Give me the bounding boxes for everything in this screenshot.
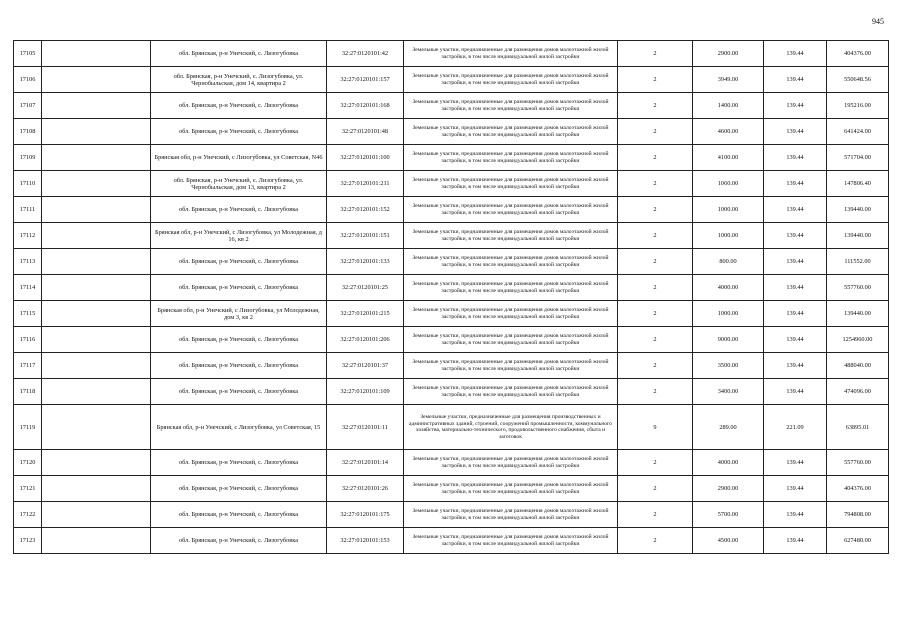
cadastral-value-cell: 404376.00 [827,41,889,67]
cadastral-number-cell: 32:27:0120101:37 [327,353,404,379]
table-row [14,145,889,171]
cadastral-number-cell: 32:27:0120101:157 [327,67,404,93]
cadastral-value-cell: 641424.00 [827,119,889,145]
address-cell: обл. Брянская, р-н Унечский, с. Лизогубовка [151,249,327,275]
table-row [14,197,889,223]
row-number-cell: 17121 [14,476,42,502]
table-row [14,119,889,145]
cadastral-number-cell: 32:27:0120101:26 [327,476,404,502]
area-cell: 5700.00 [693,502,764,528]
table-row [14,476,889,502]
specific-value-cell: 139.44 [764,197,827,223]
address-cell: обл. Брянская, р-н Унечский, с. Лизогубовка, ул. Чернобыльская, дом 14, квартира 2 [151,67,327,93]
cadastral-value-table [13,40,889,554]
specific-value-cell: 139.44 [764,502,827,528]
table-row [14,223,889,249]
table-row [14,249,889,275]
cadastral-number-cell: 32:27:0120101:206 [327,327,404,353]
cadastral-number-cell: 32:27:0120101:211 [327,171,404,197]
row-number-cell: 17115 [14,301,42,327]
area-cell: 1400.00 [693,93,764,119]
area-cell: 2900.00 [693,41,764,67]
land-purpose-cell: Земельные участки, предназначенные для размещения домов малоэтажной жилой застройки, в том числе индивидуальной жилой застройки [404,450,618,476]
specific-value-cell: 139.44 [764,275,827,301]
group-code-cell: 2 [618,67,693,93]
specific-value-cell: 139.44 [764,67,827,93]
table-body [14,41,889,554]
row-number-cell: 17108 [14,119,42,145]
area-cell: 289.00 [693,405,764,450]
group-code-cell: 2 [618,301,693,327]
empty-cell [42,223,151,249]
specific-value-cell: 139.44 [764,327,827,353]
cadastral-value-cell: 794808.00 [827,502,889,528]
area-cell: 3500.00 [693,353,764,379]
empty-cell [42,249,151,275]
cadastral-number-cell: 32:27:0120101:151 [327,223,404,249]
address-cell: Брянская обл, р-н Унечский, с Лизогубовка, ул Молодежная, дом 3, кв 2 [151,301,327,327]
cadastral-value-cell: 550648.56 [827,67,889,93]
group-code-cell: 2 [618,476,693,502]
land-purpose-cell: Земельные участки, предназначенные для размещения домов малоэтажной жилой застройки, в том числе индивидуальной жилой застройки [404,93,618,119]
group-code-cell: 2 [618,223,693,249]
row-number-cell: 17113 [14,249,42,275]
cadastral-number-cell: 32:27:0120101:168 [327,93,404,119]
land-purpose-cell: Земельные участки, предназначенные для размещения домов малоэтажной жилой застройки, в том числе индивидуальной жилой застройки [404,502,618,528]
land-purpose-cell: Земельные участки, предназначенные для размещения домов малоэтажной жилой застройки, в том числе индивидуальной жилой застройки [404,528,618,554]
table-row [14,93,889,119]
land-purpose-cell: Земельные участки, предназначенные для размещения домов малоэтажной жилой застройки, в том числе индивидуальной жилой застройки [404,67,618,93]
empty-cell [42,379,151,405]
table-row [14,450,889,476]
area-cell: 4100.00 [693,145,764,171]
land-purpose-cell: Земельные участки, предназначенные для размещения домов малоэтажной жилой застройки, в том числе индивидуальной жилой застройки [404,171,618,197]
cadastral-number-cell: 32:27:0120101:11 [327,405,404,450]
group-code-cell: 2 [618,327,693,353]
address-cell: обл. Брянская, р-н Унечский, с. Лизогубовка [151,275,327,301]
cadastral-number-cell: 32:27:0120101:133 [327,249,404,275]
land-purpose-cell: Земельные участки, предназначенные для размещения домов малоэтажной жилой застройки, в том числе индивидуальной жилой застройки [404,476,618,502]
table-row [14,67,889,93]
row-number-cell: 17109 [14,145,42,171]
address-cell: обл. Брянская, р-н Унечский, с. Лизогубовка [151,502,327,528]
table-row [14,275,889,301]
row-number-cell: 17120 [14,450,42,476]
table-row [14,502,889,528]
row-number-cell: 17105 [14,41,42,67]
area-cell: 3949.00 [693,67,764,93]
specific-value-cell: 139.44 [764,528,827,554]
cadastral-value-cell: 488040.00 [827,353,889,379]
area-cell: 4500.00 [693,528,764,554]
cadastral-value-cell: 557760.00 [827,450,889,476]
cadastral-value-cell: 139440.00 [827,223,889,249]
empty-cell [42,405,151,450]
area-cell: 4000.00 [693,275,764,301]
land-purpose-cell: Земельные участки, предназначенные для размещения домов малоэтажной жилой застройки, в том числе индивидуальной жилой застройки [404,145,618,171]
empty-cell [42,301,151,327]
cadastral-number-cell: 32:27:0120101:153 [327,528,404,554]
area-cell: 1000.00 [693,197,764,223]
empty-cell [42,41,151,67]
land-purpose-cell: Земельные участки, предназначенные для размещения домов малоэтажной жилой застройки, в том числе индивидуальной жилой застройки [404,41,618,67]
land-purpose-cell: Земельные участки, предназначенные для размещения производственных и административных зданий, строений, сооружений промышленности, коммунального хозяйства, материально-технического, продовольственного снабжения, сбыта и заготовок [404,405,618,450]
cadastral-value-cell: 557760.00 [827,275,889,301]
specific-value-cell: 139.44 [764,41,827,67]
table-row [14,379,889,405]
land-purpose-cell: Земельные участки, предназначенные для размещения домов малоэтажной жилой застройки, в том числе индивидуальной жилой застройки [404,249,618,275]
group-code-cell: 2 [618,249,693,275]
address-cell: обл. Брянская, р-н Унечский, с. Лизогубовка [151,476,327,502]
cadastral-number-cell: 32:27:0120101:109 [327,379,404,405]
specific-value-cell: 139.44 [764,353,827,379]
cadastral-value-cell: 195216.00 [827,93,889,119]
specific-value-cell: 139.44 [764,301,827,327]
cadastral-number-cell: 32:27:0120101:152 [327,197,404,223]
land-purpose-cell: Земельные участки, предназначенные для размещения домов малоэтажной жилой застройки, в том числе индивидуальной жилой застройки [404,301,618,327]
row-number-cell: 17119 [14,405,42,450]
table-row [14,405,889,450]
empty-cell [42,145,151,171]
table-row [14,301,889,327]
cadastral-number-cell: 32:27:0120101:175 [327,502,404,528]
land-purpose-cell: Земельные участки, предназначенные для размещения домов малоэтажной жилой застройки, в том числе индивидуальной жилой застройки [404,327,618,353]
page-number: 945 [872,17,884,26]
empty-cell [42,93,151,119]
empty-cell [42,197,151,223]
specific-value-cell: 139.44 [764,476,827,502]
empty-cell [42,171,151,197]
row-number-cell: 17122 [14,502,42,528]
group-code-cell: 2 [618,41,693,67]
cadastral-number-cell: 32:27:0120101:215 [327,301,404,327]
specific-value-cell: 139.44 [764,93,827,119]
cadastral-number-cell: 32:27:0120101:14 [327,450,404,476]
cadastral-value-cell: 139440.00 [827,301,889,327]
group-code-cell: 2 [618,379,693,405]
empty-cell [42,327,151,353]
address-cell: обл. Брянская, р-н Унечский, с. Лизогубовка [151,528,327,554]
land-purpose-cell: Земельные участки, предназначенные для размещения домов малоэтажной жилой застройки, в том числе индивидуальной жилой застройки [404,353,618,379]
group-code-cell: 2 [618,145,693,171]
cadastral-value-cell: 627480.00 [827,528,889,554]
row-number-cell: 17106 [14,67,42,93]
row-number-cell: 17110 [14,171,42,197]
specific-value-cell: 139.44 [764,171,827,197]
address-cell: обл. Брянская, р-н Унечский, с. Лизогубовка [151,450,327,476]
group-code-cell: 2 [618,353,693,379]
address-cell: Брянская обл, р-н Унечский, с Лизогубовка, ул Советская, 15 [151,405,327,450]
cadastral-value-cell: 111552.00 [827,249,889,275]
address-cell: обл. Брянская, р-н Унечский, с. Лизогубовка [151,41,327,67]
area-cell: 1060.00 [693,171,764,197]
group-code-cell: 2 [618,528,693,554]
empty-cell [42,119,151,145]
cadastral-number-cell: 32:27:0120101:100 [327,145,404,171]
cadastral-number-cell: 32:27:0120101:25 [327,275,404,301]
address-cell: обл. Брянская, р-н Унечский, с. Лизогубовка [151,327,327,353]
table-row [14,528,889,554]
address-cell: обл. Брянская, р-н Унечский, с. Лизогубовка [151,119,327,145]
group-code-cell: 2 [618,171,693,197]
row-number-cell: 17112 [14,223,42,249]
empty-cell [42,450,151,476]
cadastral-value-cell: 63895.01 [827,405,889,450]
specific-value-cell: 139.44 [764,450,827,476]
row-number-cell: 17114 [14,275,42,301]
area-cell: 3400.00 [693,379,764,405]
cadastral-number-cell: 32:27:0120101:42 [327,41,404,67]
address-cell: обл. Брянская, р-н Унечский, с. Лизогубовка [151,379,327,405]
specific-value-cell: 139.44 [764,145,827,171]
specific-value-cell: 139.44 [764,249,827,275]
address-cell: обл. Брянская, р-н Унечский, с. Лизогубовка [151,353,327,379]
area-cell: 2900.00 [693,476,764,502]
land-purpose-cell: Земельные участки, предназначенные для размещения домов малоэтажной жилой застройки, в том числе индивидуальной жилой застройки [404,119,618,145]
address-cell: обл. Брянская, р-н Унечский, с. Лизогубовка [151,93,327,119]
row-number-cell: 17117 [14,353,42,379]
address-cell: обл. Брянская, р-н Унечский, с. Лизогубовка, ул. Чернобыльская, дом 13, квартира 2 [151,171,327,197]
land-purpose-cell: Земельные участки, предназначенные для размещения домов малоэтажной жилой застройки, в том числе индивидуальной жилой застройки [404,197,618,223]
group-code-cell: 2 [618,119,693,145]
specific-value-cell: 139.44 [764,223,827,249]
empty-cell [42,353,151,379]
specific-value-cell: 221.09 [764,405,827,450]
cadastral-value-cell: 474096.00 [827,379,889,405]
area-cell: 1000.00 [693,223,764,249]
land-purpose-cell: Земельные участки, предназначенные для размещения домов малоэтажной жилой застройки, в том числе индивидуальной жилой застройки [404,379,618,405]
land-purpose-cell: Земельные участки, предназначенные для размещения домов малоэтажной жилой застройки, в том числе индивидуальной жилой застройки [404,275,618,301]
row-number-cell: 17107 [14,93,42,119]
cadastral-value-cell: 571704.00 [827,145,889,171]
area-cell: 4600.00 [693,119,764,145]
cadastral-value-cell: 147806.40 [827,171,889,197]
empty-cell [42,476,151,502]
area-cell: 9000.00 [693,327,764,353]
cadastral-value-cell: 404376.00 [827,476,889,502]
empty-cell [42,67,151,93]
row-number-cell: 17111 [14,197,42,223]
address-cell: Брянская обл, р-н Унечский, с Лизогубовка, ул Молодежная, д 16, кв 2 [151,223,327,249]
table-row [14,171,889,197]
empty-cell [42,502,151,528]
area-cell: 1000.00 [693,301,764,327]
group-code-cell: 2 [618,450,693,476]
land-purpose-cell: Земельные участки, предназначенные для размещения домов малоэтажной жилой застройки, в том числе индивидуальной жилой застройки [404,223,618,249]
address-cell: обл. Брянская, р-н Унечский, с. Лизогубовка [151,197,327,223]
table-row [14,353,889,379]
row-number-cell: 17123 [14,528,42,554]
cadastral-value-cell: 1254960.00 [827,327,889,353]
row-number-cell: 17118 [14,379,42,405]
area-cell: 4000.00 [693,450,764,476]
specific-value-cell: 139.44 [764,379,827,405]
area-cell: 800.00 [693,249,764,275]
group-code-cell: 2 [618,275,693,301]
group-code-cell: 2 [618,502,693,528]
table-row [14,41,889,67]
row-number-cell: 17116 [14,327,42,353]
group-code-cell: 9 [618,405,693,450]
specific-value-cell: 139.44 [764,119,827,145]
table-row [14,327,889,353]
address-cell: Брянская обл, р-н Унечский, с Лизогубовка, ул Советская, N46 [151,145,327,171]
empty-cell [42,275,151,301]
group-code-cell: 2 [618,197,693,223]
cadastral-number-cell: 32:27:0120101:48 [327,119,404,145]
group-code-cell: 2 [618,93,693,119]
empty-cell [42,528,151,554]
cadastral-value-cell: 139440.00 [827,197,889,223]
